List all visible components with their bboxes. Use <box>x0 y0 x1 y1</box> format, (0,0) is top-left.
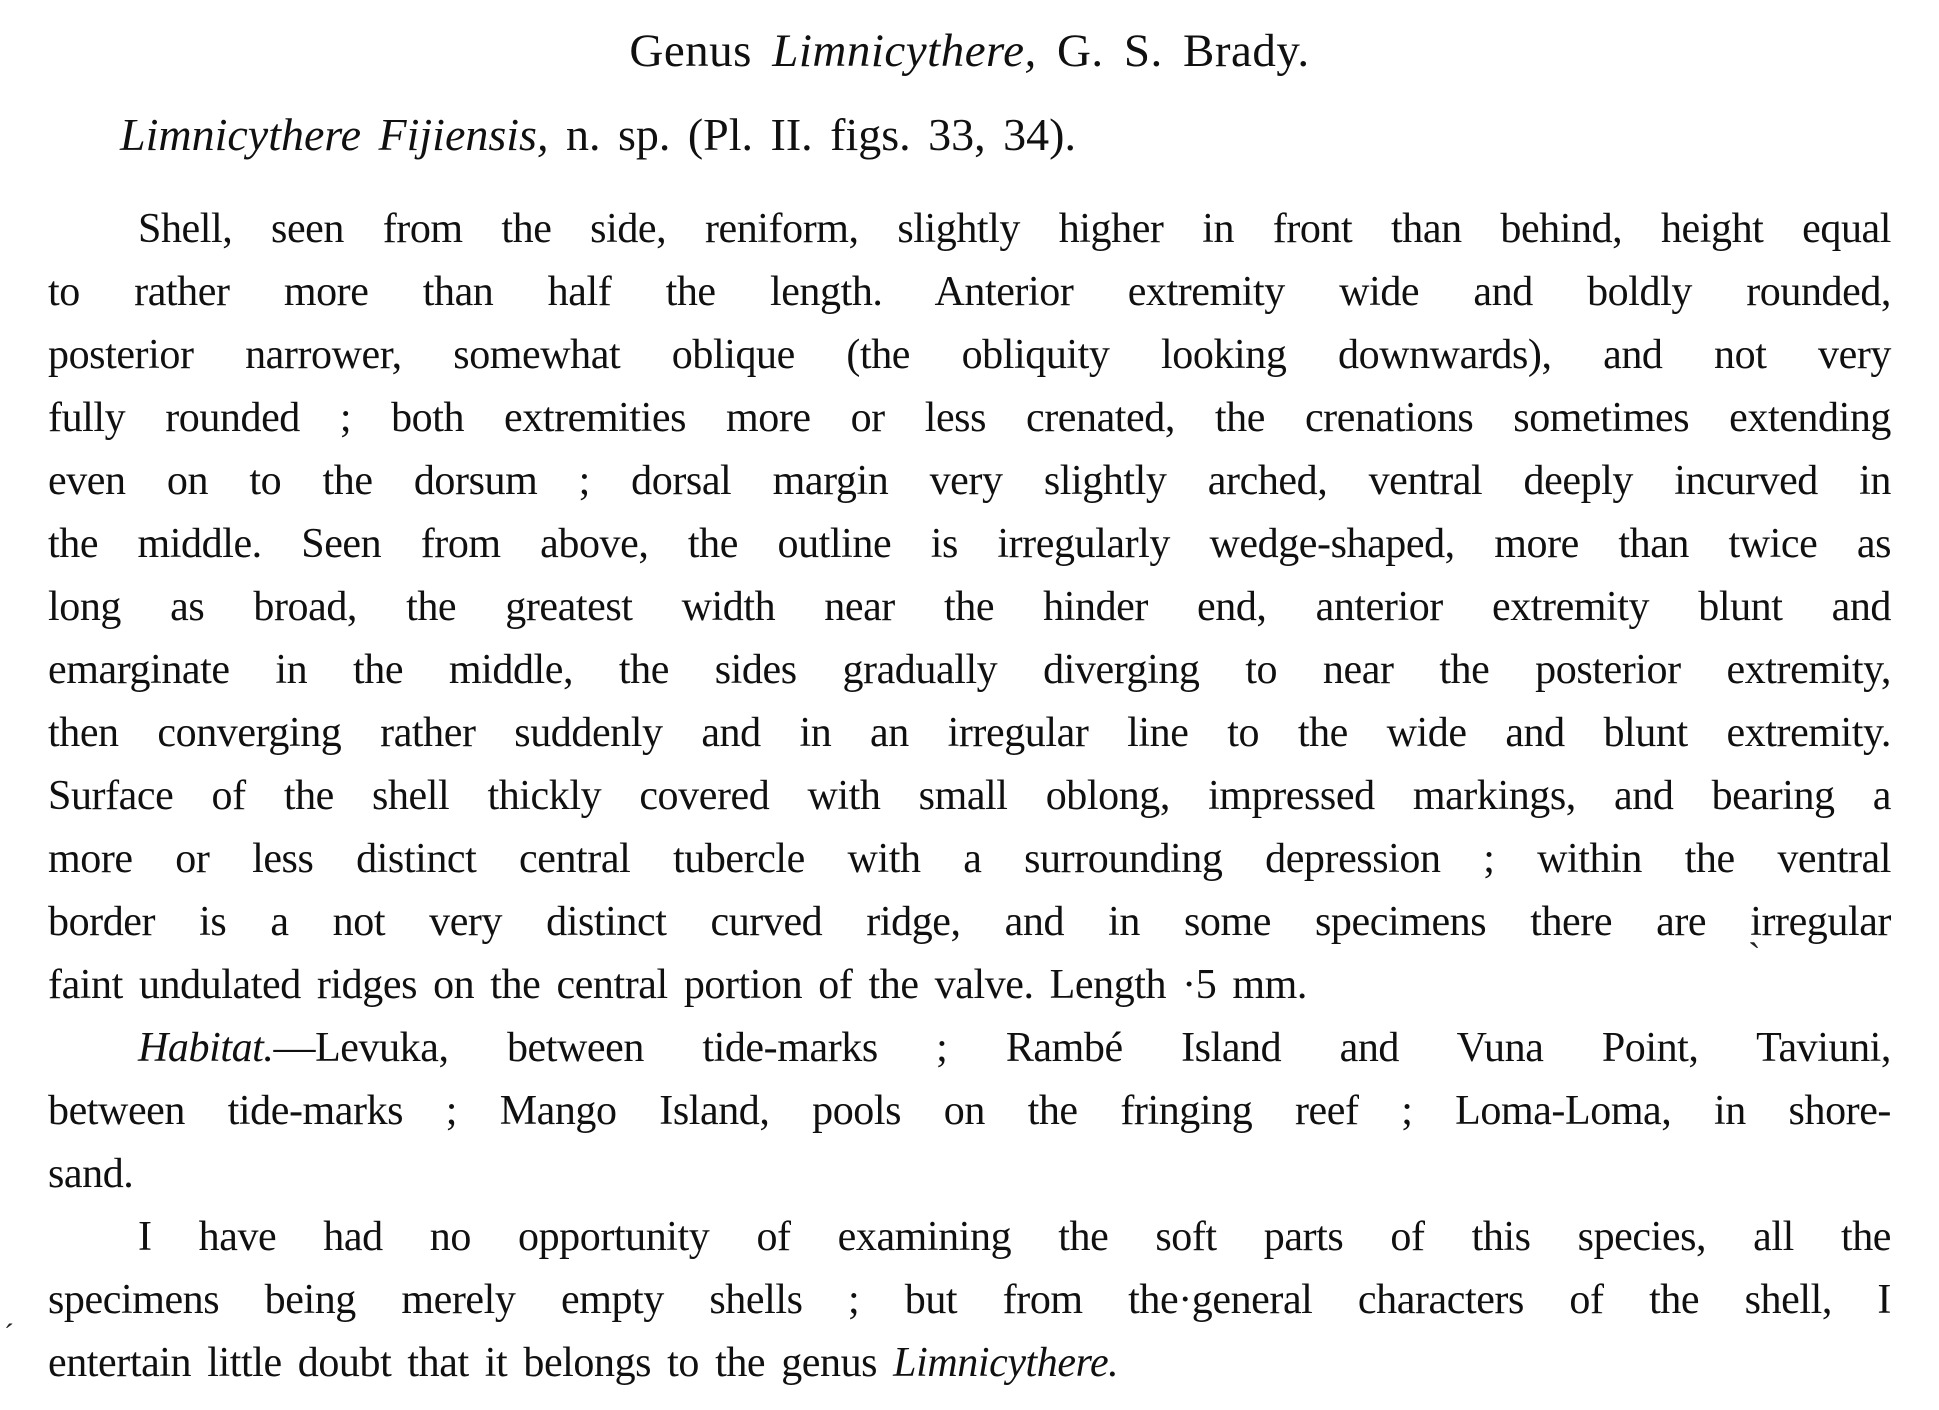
text-line: fully rounded ; both extremities more or less crenated, the crenations sometimes extending <box>48 395 1891 441</box>
species-heading-details: n. sp. (Pl. II. figs. 33, 34). <box>548 109 1076 160</box>
habitat-line: between tide-marks ; Mango Island, pools on the fringing reef ; Loma-Loma, in shore- <box>48 1088 1891 1134</box>
text-line: then converging rather suddenly and in an irregular line to the wide and blunt extremity. <box>48 710 1891 756</box>
habitat-line-rest: —Levuka, between tide-marks ; Rambé Island and Vuna Point, Taviuni, <box>273 1025 1891 1071</box>
text-line: even on to the dorsum ; dorsal margin very slightly arched, ventral deeply incurved in <box>48 458 1891 504</box>
closing-line: I have had no opportunity of examining the soft parts of this species, all the <box>138 1214 1891 1260</box>
closing-line <box>48 1332 1891 1395</box>
text-line: emarginate in the middle, the sides gradually diverging to near the posterior extremity, <box>48 647 1891 693</box>
genus-name-italic: Limnicythere, <box>772 25 1037 77</box>
habitat-label: Habitat. <box>138 1025 274 1071</box>
closing-line-prefix: entertain little doubt that it belongs to the genus <box>48 1340 894 1386</box>
closing-paragraph <box>48 1206 1891 1395</box>
description-paragraph <box>48 198 1891 1017</box>
text-line: more or less distinct central tubercle with a surrounding depression ; within the ventral <box>48 836 1891 882</box>
text-line: border is a not very distinct curved ridge, and in some specimens there are irregular <box>48 899 1891 945</box>
body-text <box>48 198 1891 1395</box>
genus-heading-author: G. S. Brady. <box>1036 25 1310 77</box>
species-name-italic: Limnicythere Fijiensis, <box>120 109 549 160</box>
text-line: long as broad, the greatest width near the hinder end, anterior extremity blunt and <box>48 584 1891 630</box>
scan-artifact: ´ <box>4 1318 14 1351</box>
habitat-line <box>48 1017 1891 1080</box>
habitat-paragraph <box>48 1017 1891 1206</box>
species-heading <box>48 106 1891 164</box>
text-line: to rather more than half the length. Anterior extremity wide and boldly rounded, <box>48 269 1891 315</box>
text-line: Surface of the shell thickly covered with small oblong, impressed markings, and bearing a <box>48 773 1891 819</box>
text-line: the middle. Seen from above, the outline is irregularly wedge-shaped, more than twice as <box>48 521 1891 567</box>
text-line: Shell, seen from the side, reniform, slightly higher in front than behind, height equal <box>138 206 1891 252</box>
closing-genus-italic: Limnicythere. <box>893 1340 1119 1386</box>
text-line: faint undulated ridges on the central portion of the valve. Length ·5 mm. <box>48 962 1307 1008</box>
genus-heading-prefix: Genus <box>629 25 773 77</box>
habitat-line: sand. <box>48 1151 134 1197</box>
closing-line: specimens being merely empty shells ; but from the·general characters of the shell, I <box>48 1277 1891 1323</box>
scan-artifact: ` <box>1748 936 1761 978</box>
text-line: posterior narrower, somewhat oblique (the obliquity looking downwards), and not very <box>48 332 1891 378</box>
genus-heading <box>48 22 1891 80</box>
